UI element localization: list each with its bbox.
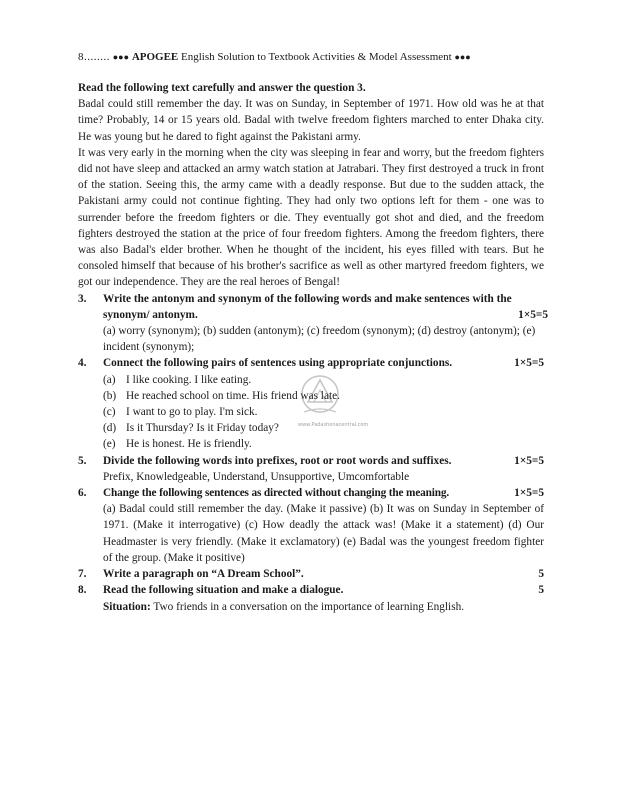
option-item: [103, 388, 544, 404]
option-text: He reached school on time. His friend was late.: [126, 389, 340, 402]
option-label: (d): [103, 422, 117, 435]
question-marks: 1×5=5: [514, 487, 544, 500]
option-item: [103, 372, 544, 388]
question-marks: 5: [538, 568, 544, 581]
option-text: I like cooking. I like eating.: [126, 373, 252, 386]
option-label: (b): [103, 389, 117, 402]
question-number: 4.: [78, 357, 87, 370]
question-body: (a) worry (synonym); (b) sudden (antonym); (c) freedom (synonym); (d) destroy (antonym); (e) incident (synonym);: [103, 325, 536, 354]
option-text: He is honest. He is friendly.: [126, 438, 252, 451]
option-text: Is it Thursday? Is it Friday today?: [126, 422, 279, 435]
option-label: (c): [103, 406, 116, 419]
question-number: 7.: [78, 568, 87, 581]
question-body: (a) Badal could still remember the day. (Make it passive) (b) It was on Sunday in September of 1971. (Make it interrogative) (c) How deadly the attack was! (Make it a statement) (d) Our Headmaster is very friendly. (Make it exclamatory) (e) Badal was the youngest freedom fighter of the group. (Make it positive): [103, 503, 544, 564]
question-text: Write a paragraph on “A Dream School”.: [103, 568, 304, 581]
option-label: (e): [103, 438, 116, 451]
situation-text: [103, 599, 544, 615]
watermark-text: www.Padashonacentral.com: [298, 422, 369, 428]
question-5: [78, 453, 544, 485]
option-label: (a): [103, 373, 116, 386]
header-bullets-left: ●●●: [112, 52, 130, 62]
question-number: 6.: [78, 487, 87, 500]
question-4: [78, 355, 544, 452]
header-title: English Solution to Textbook Activities & Model Assessment: [178, 51, 455, 63]
question-number: 8.: [78, 584, 87, 597]
question-8: [78, 582, 544, 614]
situation-label: Situation:: [103, 600, 151, 613]
question-3: [78, 291, 548, 356]
question-text: Connect the following pairs of sentences using appropriate conjunctions.: [103, 357, 453, 370]
question-marks: 1×5=5: [518, 309, 548, 322]
passage-paragraph: Badal could still remember the day. It was on Sunday, in September of 1971. How old was he at that time? Probably, 14 or 15 years old. Badal with twelve freedom fighters marched to enter Dhaka city. He was young but he dared to fight against the Pakistani army.: [78, 98, 544, 143]
question-number: 3.: [78, 292, 87, 305]
document-page: [78, 50, 548, 615]
page-header: [78, 50, 544, 64]
header-brand: APOGEE: [131, 51, 179, 63]
question-7: [78, 566, 544, 582]
option-text: I want to go to play. I'm sick.: [126, 406, 258, 419]
option-item: [103, 404, 544, 420]
question-text: Divide the following words into prefixes, root or root words and suffixes.: [103, 454, 452, 467]
header-bullets-right: ●●●: [454, 52, 471, 62]
page-number: 8........: [78, 51, 110, 63]
question-text: Change the following sentences as directed without changing the meaning.: [103, 487, 450, 500]
option-item: [103, 436, 544, 452]
question-marks: 1×5=5: [514, 357, 544, 370]
question-text: Read the following situation and make a dialogue.: [103, 584, 344, 597]
question-body: Prefix, Knowledgeable, Understand, Unsupportive, Umcomfortable: [103, 470, 410, 483]
question-number: 5.: [78, 454, 87, 467]
question-6: [78, 485, 544, 566]
reading-instruction: Read the following text carefully and answer the question 3.: [78, 82, 366, 94]
passage-paragraph: It was very early in the morning when the city was sleeping in fear and worry, but the freedom fighters did not have sleep and attacked an army watch station at Jatrabari. They first destroyed a truck in front of the station. Seeing this, the army came with a deadly response. But due to the sudden attack, the Pakistani army could not continue fighting. They had only two options left for them - one was to surrender before the freedom fighters or die. They eventually got shot and died, and the freedom fighters destroyed the station at the price of four freedom fighters. Among the freedom fighters, there was also Badal's elder brother. When he thought of the incident, his eyes filled with tears. But he consoled himself that because of his brother's sacrifice as well as other martyred freedom fighters, we got our independence. They are the real heroes of Bengal!: [78, 146, 544, 289]
question-marks: 1×5=5: [514, 454, 544, 467]
question-text: Write the antonym and synonym of the following words and make sentences with the synonym/ antonym.: [103, 292, 512, 321]
question-marks: 5: [538, 584, 544, 597]
situation-body: Two friends in a conversation on the importance of learning English.: [150, 600, 465, 613]
reading-passage: [78, 96, 544, 290]
